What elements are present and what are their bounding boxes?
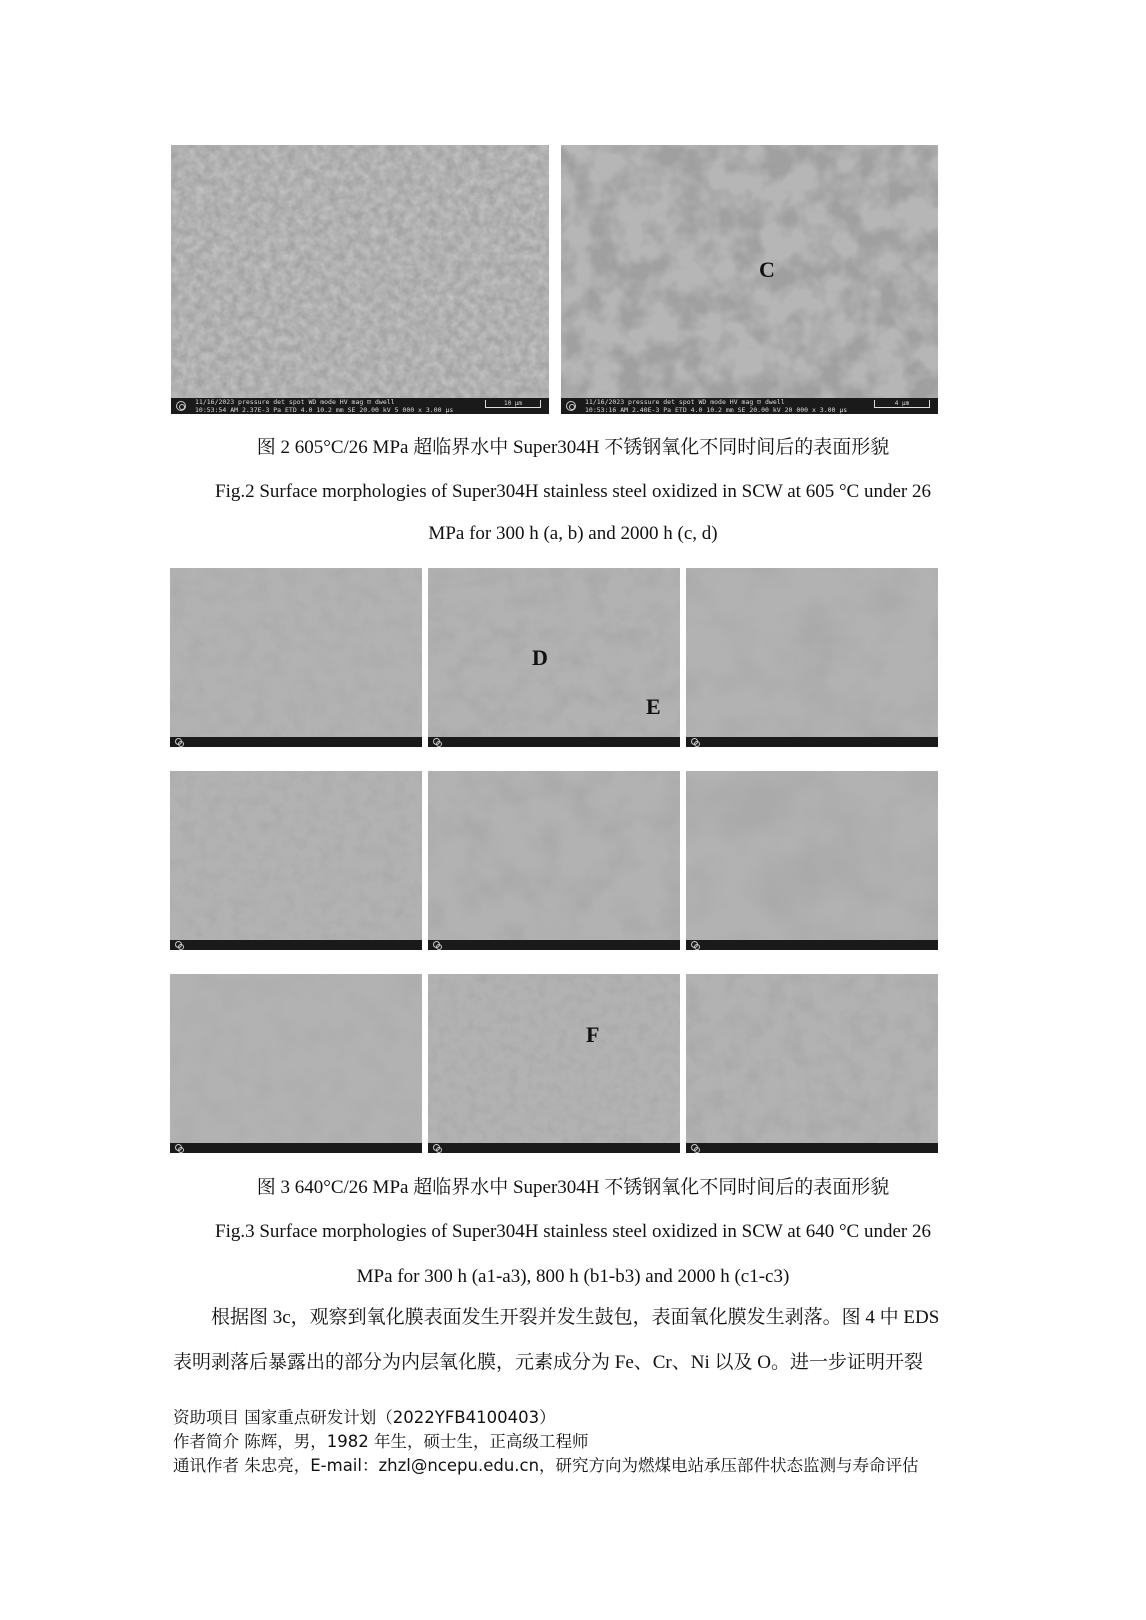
- sem-databar: [686, 940, 938, 950]
- sem-databar: [561, 398, 938, 414]
- sem-image-fig3-c1: [170, 974, 422, 1153]
- sem-databar: [686, 1143, 938, 1153]
- region-label-e: E: [646, 694, 661, 719]
- scale-bar: 4 µm: [874, 400, 930, 408]
- fig3-caption-cn: 图 3 640°C/26 MPa 超临界水中 Super304H 不锈钢氧化不同时间后的表面形貌: [256, 1177, 890, 1198]
- region-label-f: F: [586, 1022, 600, 1047]
- fei-logo-icon: [433, 738, 440, 745]
- fei-logo-icon: [691, 738, 698, 745]
- sem-databar: [428, 1143, 680, 1153]
- sem-databar: [686, 737, 938, 747]
- body-paragraph-line2: 表明剥落后暴露出的部分为内层氧化膜，元素成分为 Fe、Cr、Ni 以及 O。进一步证明开裂: [173, 1352, 923, 1373]
- databar-line2: 10:53:16 AM 2.40E-3 Pa ETD 4.0 10.2 mm SE 20.00 kV 20 000 x 3.00 µs: [585, 406, 848, 414]
- region-label-c: C: [759, 257, 775, 282]
- fei-logo-icon: [691, 1144, 698, 1151]
- sem-texture: [428, 568, 680, 737]
- sem-image-fig2-right: [561, 145, 938, 414]
- fei-logo-icon: [175, 941, 182, 948]
- fei-logo-icon: [433, 941, 440, 948]
- sem-texture: [561, 145, 938, 398]
- sem-texture: [170, 974, 422, 1143]
- fei-logo-icon: [176, 401, 186, 411]
- databar-line1: 11/16/2023 pressure det spot WD mode HV mag ⊡ dwell: [195, 398, 395, 406]
- sem-databar: [428, 940, 680, 950]
- footnote-corresponding: 通讯作者 朱忠亮，E-mail：zhzl@ncepu.edu.cn，研究方向为燃煤电站承压部件状态监测与寿命评估: [173, 1456, 919, 1475]
- databar-line1: 11/16/2023 pressure det spot WD mode HV mag ⊡ dwell: [585, 398, 785, 406]
- footnote-funding: 资助项目 国家重点研发计划（2022YFB4100403）: [173, 1408, 556, 1427]
- databar-line2: 10:53:54 AM 2.37E-3 Pa ETD 4.0 10.2 mm SE 20.00 kV 5 000 x 3.00 µs: [195, 406, 454, 414]
- fig2-caption-cn: 图 2 605°C/26 MPa 超临界水中 Super304H 不锈钢氧化不同时间后的表面形貌: [256, 437, 890, 458]
- fig3-caption-en-1: Fig.3 Surface morphologies of Super304H stainless steel oxidized in SCW at 640 °C under 26: [215, 1221, 931, 1242]
- sem-image-fig2-left: [171, 145, 549, 414]
- sem-texture: [686, 974, 938, 1143]
- scale-bar: 10 µm: [485, 400, 541, 408]
- sem-databar: [170, 940, 422, 950]
- fei-logo-icon: [433, 1144, 440, 1151]
- fig2-caption-en-2: MPa for 300 h (a, b) and 2000 h (c, d): [428, 523, 718, 544]
- sem-image-fig3-a2: [428, 568, 680, 747]
- fig2-caption-en-1: Fig.2 Surface morphologies of Super304H stainless steel oxidized in SCW at 605 °C under 26: [215, 481, 931, 502]
- sem-texture: [428, 974, 680, 1143]
- fei-logo-icon: [175, 1144, 182, 1151]
- sem-databar: [428, 737, 680, 747]
- sem-texture: [171, 145, 549, 398]
- sem-texture: [686, 568, 938, 737]
- sem-image-fig3-c3: [686, 974, 938, 1153]
- sem-image-fig3-b1: [170, 771, 422, 950]
- sem-databar: [170, 737, 422, 747]
- sem-image-fig3-c2: [428, 974, 680, 1153]
- sem-texture: [428, 771, 680, 940]
- sem-image-fig3-a3: [686, 568, 938, 747]
- sem-image-fig3-a1: [170, 568, 422, 747]
- region-label-d: D: [532, 645, 548, 670]
- sem-image-fig3-b2: [428, 771, 680, 950]
- fei-logo-icon: [566, 401, 576, 411]
- sem-texture: [170, 568, 422, 737]
- sem-image-fig3-b3: [686, 771, 938, 950]
- body-paragraph-line1: 根据图 3c，观察到氧化膜表面发生开裂并发生鼓包，表面氧化膜发生剥落。图 4 中 EDS: [211, 1307, 940, 1328]
- fig3-caption-en-2: MPa for 300 h (a1-a3), 800 h (b1-b3) and 2000 h (c1-c3): [356, 1266, 790, 1287]
- sem-texture: [686, 771, 938, 940]
- fei-logo-icon: [175, 738, 182, 745]
- sem-databar: [170, 1143, 422, 1153]
- sem-databar: [171, 398, 549, 414]
- sem-texture: [170, 771, 422, 940]
- footnote-author: 作者简介 陈辉，男，1982 年生，硕士生，正高级工程师: [173, 1432, 589, 1451]
- fei-logo-icon: [691, 941, 698, 948]
